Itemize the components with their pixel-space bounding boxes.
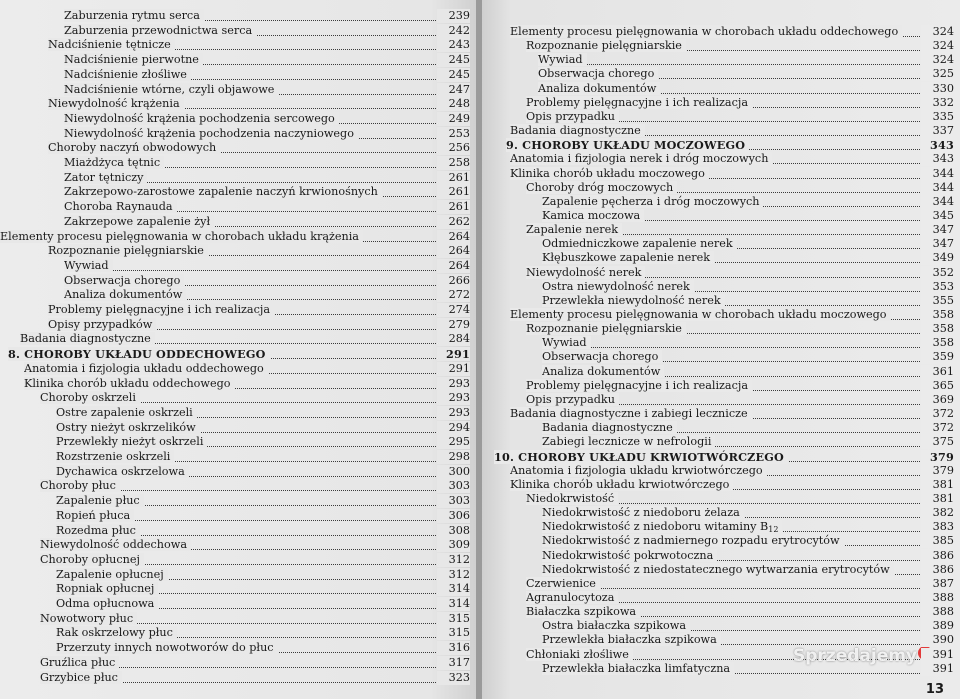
entry-title: Ostra niewydolność nerek — [542, 280, 694, 293]
right-toc-entry — [526, 266, 954, 280]
entry-title: Ropniak opłucnej — [56, 582, 158, 595]
entry-page-number: 332 — [921, 96, 954, 110]
entry-title: Anatomia i fizjologia nerek i dróg moczowych — [510, 152, 772, 165]
entry-page-number: 303 — [437, 479, 470, 493]
left-toc-entry — [64, 156, 470, 170]
entry-title: Niewydolność krążenia pochodzenia sercowego — [64, 112, 339, 125]
left-toc-entry — [56, 450, 470, 464]
right-toc-entry — [510, 124, 954, 138]
entry-title: Nadciśnienie pierwotne — [64, 53, 203, 66]
left-toc-entry — [40, 656, 470, 670]
page-number: 13 — [925, 682, 944, 697]
entry-page-number: 349 — [921, 251, 954, 265]
entry-title: Rozpoznanie pielęgniarskie — [526, 322, 686, 335]
entry-page-number: 387 — [921, 577, 954, 591]
entry-page-number: 372 — [921, 407, 954, 421]
entry-page-number: 325 — [921, 67, 954, 81]
entry-title: Zaburzenia rytmu serca — [64, 9, 204, 22]
entry-page-number: 347 — [921, 223, 954, 237]
entry-title: Badania diagnostyczne — [20, 332, 155, 345]
entry-page-number: 262 — [437, 215, 470, 229]
entry-page-number: 315 — [437, 626, 470, 640]
right-toc-entry — [542, 336, 954, 350]
right-page — [482, 0, 960, 699]
entry-page-number: 314 — [437, 597, 470, 611]
left-toc-entry — [56, 465, 470, 479]
right-toc-entry — [542, 534, 954, 548]
sprzedajemy-watermark — [793, 646, 933, 676]
left-toc-entry — [48, 318, 470, 332]
right-toc-entry — [526, 379, 954, 393]
entry-page-number: 347 — [921, 237, 954, 251]
entry-page-number: 358 — [921, 322, 954, 336]
right-toc-entry — [494, 450, 954, 464]
left-toc-entry — [40, 538, 470, 552]
left-toc-entry — [40, 671, 470, 685]
entry-title: Elementy procesu pielęgnowania w chorobach układu krążenia — [0, 230, 363, 243]
left-toc-entry — [56, 421, 470, 435]
entry-title: Badania diagnostyczne — [510, 124, 645, 137]
right-toc-entry — [510, 308, 954, 322]
left-toc-entry — [56, 509, 470, 523]
entry-title: Analiza dokumentów — [64, 288, 186, 301]
entry-title: Przerzuty innych nowotworów do płuc — [56, 641, 278, 654]
left-toc-entry — [48, 141, 470, 155]
left-toc-entry — [64, 274, 470, 288]
entry-title: Niedokrwistość pokrwotoczna — [542, 549, 717, 562]
right-toc-entry — [542, 280, 954, 294]
left-toc-entry — [64, 112, 470, 126]
entry-title: Niewydolność krążenia — [48, 97, 184, 110]
entry-title: Analiza dokumentów — [538, 82, 660, 95]
right-toc-entry — [526, 577, 954, 591]
entry-title: Nadciśnienie wtórne, czyli objawowe — [64, 83, 278, 96]
entry-title: Niewydolność krążenia pochodzenia naczyniowego — [64, 127, 358, 140]
entry-title: Choroby płuc — [40, 479, 120, 492]
entry-page-number: 391 — [921, 648, 954, 662]
entry-page-number: 243 — [437, 38, 470, 52]
left-toc-entry — [64, 288, 470, 302]
entry-page-number: 359 — [921, 350, 954, 364]
entry-title: Grzybice płuc — [40, 671, 122, 684]
entry-page-number: 353 — [921, 280, 954, 294]
entry-title: Opisy przypadków — [48, 318, 156, 331]
right-toc-entry — [510, 25, 954, 39]
entry-title: Przewlekła niewydolność nerek — [542, 294, 725, 307]
entry-page-number: 316 — [437, 641, 470, 655]
entry-title: Przewlekła białaczka szpikowa — [542, 633, 721, 646]
left-toc-entry — [64, 171, 470, 185]
left-toc-entry — [40, 391, 470, 405]
entry-title: Zaburzenia przewodnictwa serca — [64, 24, 256, 37]
entry-page-number: 372 — [921, 421, 954, 435]
entry-title: Nadciśnienie złośliwe — [64, 68, 191, 81]
entry-title: Obserwacja chorego — [64, 274, 184, 287]
entry-page-number: 242 — [437, 24, 470, 38]
entry-title: Choroby oskrzeli — [40, 391, 140, 404]
entry-title: 8. CHOROBY UKŁADU ODDECHOWEGO — [8, 347, 270, 361]
entry-title: Wywiad — [542, 336, 591, 349]
leader-dots — [538, 64, 920, 65]
entry-page-number: 258 — [437, 156, 470, 170]
entry-title: Choroby naczyń obwodowych — [48, 141, 220, 154]
entry-page-number: 294 — [437, 421, 470, 435]
entry-title: Kłębuszkowe zapalenie nerek — [542, 251, 714, 264]
entry-page-number: 344 — [921, 195, 954, 209]
right-toc-entry — [542, 619, 954, 633]
entry-page-number: 298 — [437, 450, 470, 464]
left-toc-entry — [48, 244, 470, 258]
entry-page-number: 379 — [921, 464, 954, 478]
right-toc-entry — [526, 223, 954, 237]
left-toc-entry — [64, 53, 470, 67]
left-toc-entry — [64, 127, 470, 141]
entry-title: Zakrzepowe zapalenie żył — [64, 215, 214, 228]
right-toc-entry — [542, 195, 954, 209]
entry-title: Zapalenie nerek — [526, 223, 622, 236]
left-toc-entry — [56, 568, 470, 582]
right-toc-entry — [542, 421, 954, 435]
entry-page-number: 381 — [921, 478, 954, 492]
entry-page-number: 383 — [921, 520, 954, 534]
entry-page-number: 323 — [437, 671, 470, 685]
right-toc-entry — [542, 506, 954, 520]
entry-page-number: 324 — [921, 39, 954, 53]
entry-page-number: 293 — [437, 406, 470, 420]
entry-title: Białaczka szpikowa — [526, 605, 640, 618]
left-toc-entry — [8, 347, 470, 361]
entry-page-number: 344 — [921, 167, 954, 181]
entry-page-number: 249 — [437, 112, 470, 126]
entry-title: Ostra białaczka szpikowa — [542, 619, 690, 632]
entry-page-number: 309 — [437, 538, 470, 552]
entry-title: Miażdżyca tętnic — [64, 156, 164, 169]
entry-title: Zator tętniczy — [64, 171, 147, 184]
entry-title: Niedokrwistość z niedoboru witaminy $B_{12}$ — [542, 520, 782, 533]
entry-title: Zabiegi lecznicze w nefrologii — [542, 435, 715, 448]
entry-page-number: 253 — [437, 127, 470, 141]
right-toc-entry — [506, 138, 954, 152]
entry-title: Gruźlica płuc — [40, 656, 119, 669]
entry-title: Opis przypadku — [526, 110, 619, 123]
entry-title: Przewlekła białaczka limfatyczna — [542, 662, 734, 675]
entry-title: Niedokrwistość z niedoboru żelaza — [542, 506, 744, 519]
entry-title: Anatomia i fizjologia układu oddechowego — [24, 362, 268, 375]
left-toc-entry — [48, 303, 470, 317]
watermark-text: Sprzedajemy — [793, 646, 918, 666]
entry-title: Klinika chorób układu moczowego — [510, 167, 709, 180]
entry-page-number: 382 — [921, 506, 954, 520]
leader-dots — [64, 270, 436, 271]
left-toc-entry — [64, 259, 470, 273]
entry-page-number: 390 — [921, 633, 954, 647]
entry-title: Opis przypadku — [526, 393, 619, 406]
right-toc-entry — [538, 82, 954, 96]
entry-title: Anatomia i fizjologia układu krwiotwórczego — [510, 464, 767, 477]
left-toc-entry — [40, 479, 470, 493]
entry-page-number: 279 — [437, 318, 470, 332]
entry-title: 9. CHOROBY UKŁADU MOCZOWEGO — [506, 138, 749, 152]
entry-title: Nadciśnienie tętnicze — [48, 38, 175, 51]
entry-title: 10. CHOROBY UKŁADU KRWIOTWÓRCZEGO — [494, 450, 788, 464]
left-toc-entry — [56, 626, 470, 640]
entry-title: Czerwienice — [526, 577, 600, 590]
entry-page-number: 291 — [437, 347, 470, 361]
entry-title: Wywiad — [64, 259, 113, 272]
left-toc-entry — [56, 582, 470, 596]
entry-page-number: 315 — [437, 612, 470, 626]
entry-page-number: 293 — [437, 377, 470, 391]
entry-title: Obserwacja chorego — [542, 350, 662, 363]
left-page — [0, 0, 478, 699]
right-toc-entry — [526, 39, 954, 53]
entry-title: Elementy procesu pielęgnowania w chorobach układu moczowego — [510, 308, 891, 321]
entry-title: Obserwacja chorego — [538, 67, 658, 80]
right-toc-entry — [538, 53, 954, 67]
entry-page-number: 245 — [437, 68, 470, 82]
entry-title: Dychawica oskrzelowa — [56, 465, 189, 478]
left-toc-entry — [64, 200, 470, 214]
right-toc-entry — [526, 492, 954, 506]
entry-title: Rozpoznanie pielęgniarskie — [526, 39, 686, 52]
right-toc-entry — [510, 152, 954, 166]
entry-title: Niedokrwistość — [526, 492, 618, 505]
entry-page-number: 245 — [437, 53, 470, 67]
entry-title: Analiza dokumentów — [542, 365, 664, 378]
entry-title: Ropień płuca — [56, 509, 134, 522]
entry-subscript: 12 — [768, 525, 779, 535]
entry-page-number: 264 — [437, 244, 470, 258]
entry-title: Odmiedniczkowe zapalenie nerek — [542, 237, 737, 250]
left-toc-entry — [64, 68, 470, 82]
entry-page-number: 264 — [437, 259, 470, 273]
right-toc-entry — [510, 478, 954, 492]
entry-title: Problemy pielęgnacyjne i ich realizacja — [526, 379, 752, 392]
right-toc-entry — [542, 563, 954, 577]
right-toc-entry — [510, 464, 954, 478]
left-toc-entry — [56, 494, 470, 508]
entry-title: Badania diagnostyczne i zabiegi lecznicze — [510, 407, 752, 420]
entry-title: Problemy pielęgnacyjne i ich realizacja — [48, 303, 274, 316]
right-toc-entry — [526, 322, 954, 336]
entry-title: Kamica moczowa — [542, 209, 644, 222]
right-toc-entry — [526, 110, 954, 124]
entry-page-number: 284 — [437, 332, 470, 346]
left-toc-entry — [20, 332, 470, 346]
left-toc-entry — [0, 230, 470, 244]
right-toc-entry — [526, 605, 954, 619]
entry-title: Choroba Raynauda — [64, 200, 177, 213]
entry-page-number: 388 — [921, 605, 954, 619]
entry-page-number: 389 — [921, 619, 954, 633]
entry-title: Zakrzepowo-zarostowe zapalenie naczyń krwionośnych — [64, 185, 382, 198]
entry-title: Ostry nieżyt oskrzelików — [56, 421, 200, 434]
right-toc-entry — [542, 435, 954, 449]
entry-page-number: 291 — [437, 362, 470, 376]
right-toc-entry — [542, 365, 954, 379]
entry-page-number: 261 — [437, 200, 470, 214]
left-toc-entry — [64, 215, 470, 229]
entry-title: Przewlekły nieżyt oskrzeli — [56, 435, 207, 448]
leader-dots — [542, 347, 920, 348]
entry-title: Agranulocytoza — [526, 591, 618, 604]
entry-page-number: 379 — [921, 450, 954, 464]
entry-page-number: 386 — [921, 549, 954, 563]
entry-page-number: 261 — [437, 171, 470, 185]
entry-page-number: 295 — [437, 435, 470, 449]
entry-title: Problemy pielęgnacyjne i ich realizacja — [526, 96, 752, 109]
right-toc-entry — [542, 294, 954, 308]
right-toc-entry — [542, 237, 954, 251]
entry-page-number: 335 — [921, 110, 954, 124]
right-toc-entry — [542, 251, 954, 265]
entry-title: Niewydolność nerek — [526, 266, 645, 279]
entry-title: Choroby opłucnej — [40, 553, 144, 566]
entry-page-number: 314 — [437, 582, 470, 596]
right-toc-entry — [542, 520, 954, 534]
entry-title: Zapalenie pęcherza i dróg moczowych — [542, 195, 763, 208]
left-toc-entry — [48, 38, 470, 52]
entry-title: Elementy procesu pielęgnowania w chorobach układu oddechowego — [510, 25, 902, 38]
entry-title: Zapalenie płuc — [56, 494, 144, 507]
entry-page-number: 308 — [437, 524, 470, 538]
right-toc-entry — [526, 96, 954, 110]
left-toc-entry — [24, 362, 470, 376]
entry-title: Ostre zapalenie oskrzeli — [56, 406, 197, 419]
left-toc-entry — [56, 524, 470, 538]
entry-title: Klinika chorób układu oddechowego — [24, 377, 235, 390]
entry-title: Rozpoznanie pielęgniarskie — [48, 244, 208, 257]
entry-page-number: 293 — [437, 391, 470, 405]
entry-title: Rozstrzenie oskrzeli — [56, 450, 174, 463]
entry-page-number: 274 — [437, 303, 470, 317]
left-toc-entry — [56, 435, 470, 449]
left-toc-entry — [40, 612, 470, 626]
entry-page-number: 381 — [921, 492, 954, 506]
entry-title: Nowotwory płuc — [40, 612, 137, 625]
entry-page-number: 352 — [921, 266, 954, 280]
right-toc-entry — [510, 407, 954, 421]
entry-title: Niedokrwistość z nadmiernego rozpadu erytrocytów — [542, 534, 844, 547]
right-toc-entry — [542, 549, 954, 563]
left-toc-entry — [64, 9, 470, 23]
entry-page-number: 355 — [921, 294, 954, 308]
entry-page-number: 256 — [437, 141, 470, 155]
entry-page-number: 324 — [921, 53, 954, 67]
entry-page-number: 312 — [437, 553, 470, 567]
right-toc-entry — [526, 181, 954, 195]
right-toc-entry — [542, 350, 954, 364]
entry-page-number: 264 — [437, 230, 470, 244]
right-toc-entry — [510, 167, 954, 181]
entry-page-number: 239 — [437, 9, 470, 23]
right-toc-entry — [526, 591, 954, 605]
entry-page-number: 343 — [921, 138, 954, 152]
entry-title: Wywiad — [538, 53, 587, 66]
entry-page-number: 247 — [437, 83, 470, 97]
entry-page-number: 306 — [437, 509, 470, 523]
entry-page-number: 358 — [921, 336, 954, 350]
entry-page-number: 358 — [921, 308, 954, 322]
entry-page-number: 386 — [921, 563, 954, 577]
entry-title: Niedokrwistość z niedostatecznego wytwarzania erytrocytów — [542, 563, 894, 576]
entry-page-number: 312 — [437, 568, 470, 582]
entry-page-number: 324 — [921, 25, 954, 39]
entry-page-number: 261 — [437, 185, 470, 199]
right-toc-entry — [526, 393, 954, 407]
entry-title: Zapalenie opłucnej — [56, 568, 168, 581]
left-toc-entry — [64, 185, 470, 199]
entry-page-number: 330 — [921, 82, 954, 96]
entry-title: Rozedma płuc — [56, 524, 140, 537]
entry-title: Odma opłucnowa — [56, 597, 158, 610]
entry-page-number: 337 — [921, 124, 954, 138]
entry-page-number: 361 — [921, 365, 954, 379]
entry-title: Choroby dróg moczowych — [526, 181, 677, 194]
left-toc-entry — [64, 24, 470, 38]
left-toc-entry — [40, 553, 470, 567]
entry-title: Niewydolność oddechowa — [40, 538, 191, 551]
entry-page-number: 385 — [921, 534, 954, 548]
entry-title: Badania diagnostyczne — [542, 421, 677, 434]
entry-page-number: 300 — [437, 465, 470, 479]
entry-title: Chłoniaki złośliwe — [526, 648, 633, 661]
left-toc-entry — [56, 597, 470, 611]
right-toc-entry — [538, 67, 954, 81]
right-toc-entry — [542, 209, 954, 223]
entry-page-number: 272 — [437, 288, 470, 302]
entry-page-number: 391 — [921, 662, 954, 676]
entry-title: Klinika chorób układu krwiotwórczego — [510, 478, 733, 491]
entry-page-number: 344 — [921, 181, 954, 195]
left-toc-entry — [56, 406, 470, 420]
entry-page-number: 317 — [437, 656, 470, 670]
entry-page-number: 248 — [437, 97, 470, 111]
left-toc-entry — [24, 377, 470, 391]
left-toc-entry — [64, 83, 470, 97]
entry-page-number: 375 — [921, 435, 954, 449]
entry-page-number: 266 — [437, 274, 470, 288]
entry-page-number: 343 — [921, 152, 954, 166]
left-toc-entry — [48, 97, 470, 111]
entry-page-number: 369 — [921, 393, 954, 407]
entry-page-number: 345 — [921, 209, 954, 223]
entry-title: Rak oskrzelowy płuc — [56, 626, 177, 639]
left-toc-entry — [56, 641, 470, 655]
entry-page-number: 303 — [437, 494, 470, 508]
entry-page-number: 388 — [921, 591, 954, 605]
entry-page-number: 365 — [921, 379, 954, 393]
